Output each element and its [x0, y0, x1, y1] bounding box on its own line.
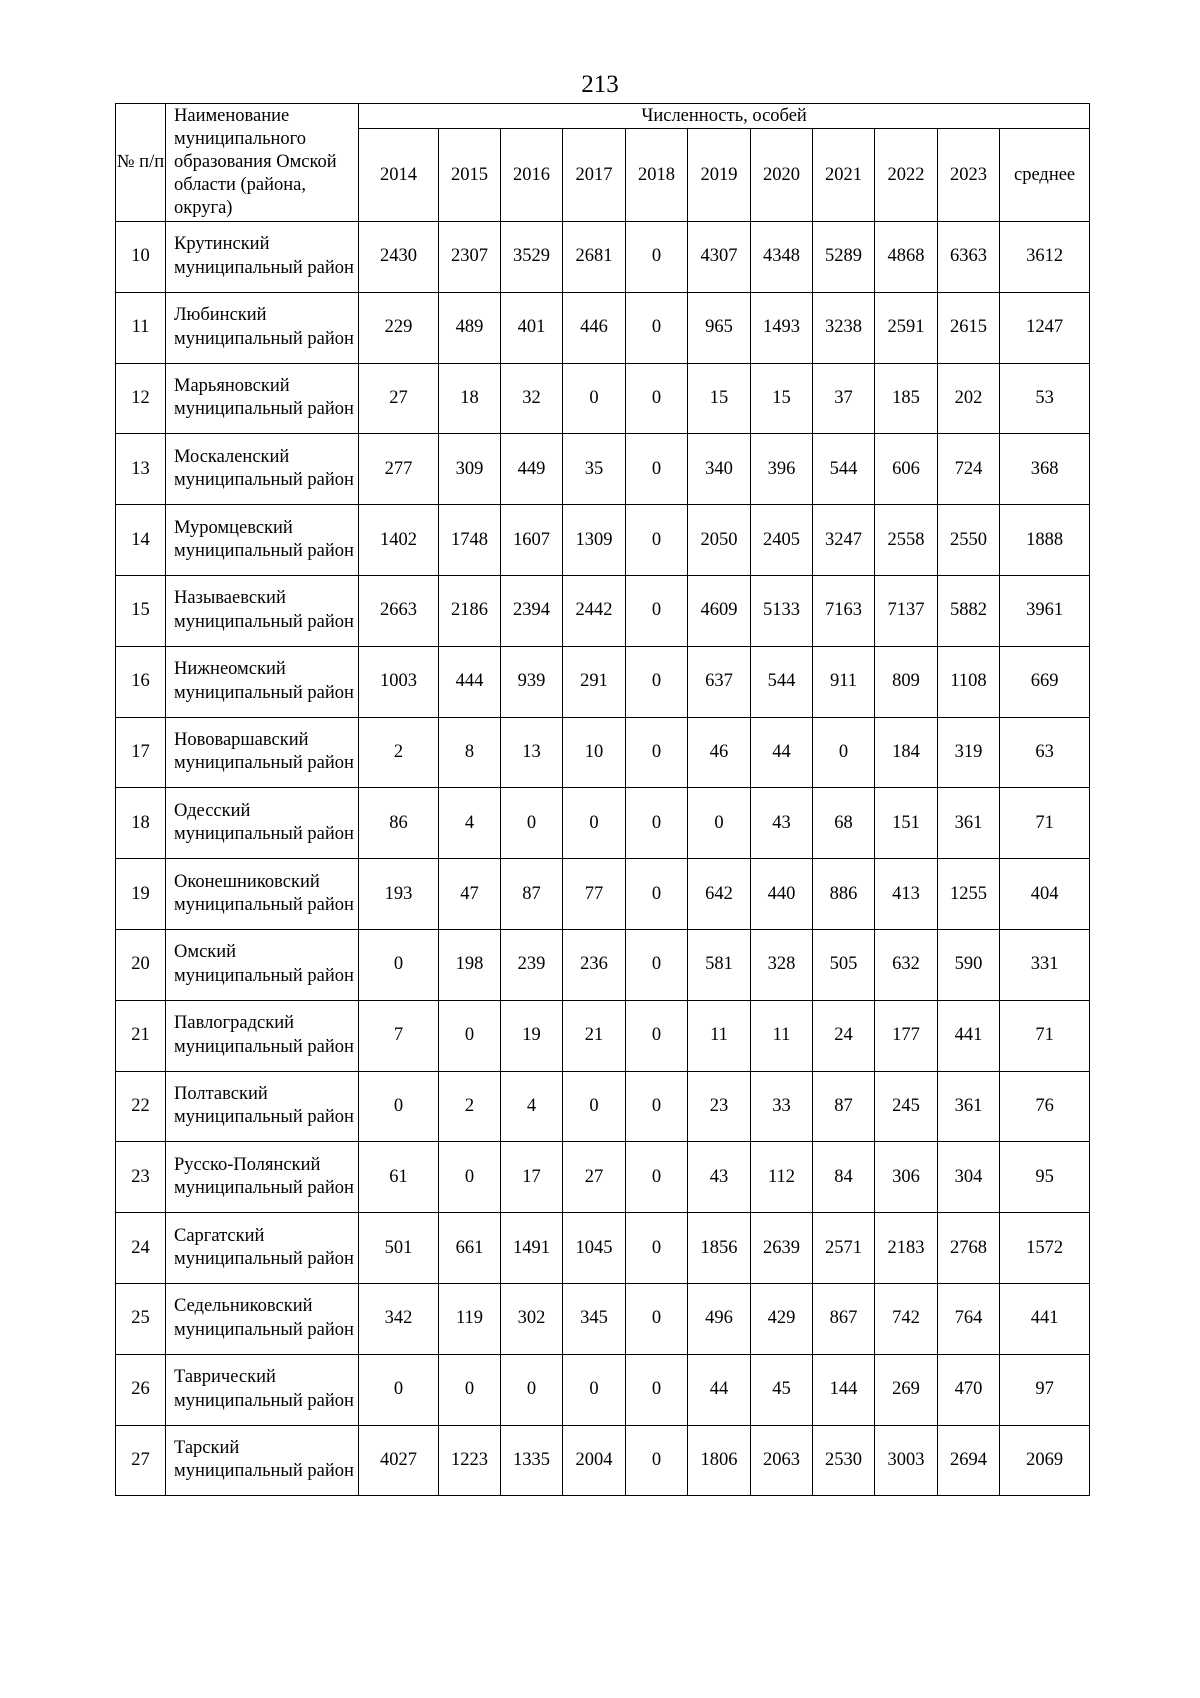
value-cell: 2663	[359, 575, 439, 646]
value-cell: 269	[875, 1354, 938, 1425]
value-cell: 0	[563, 788, 626, 859]
value-cell: 1045	[563, 1213, 626, 1284]
value-cell: 193	[359, 859, 439, 930]
table-row	[116, 1142, 1090, 1213]
value-cell: 0	[626, 1425, 688, 1496]
header-year: 2020	[751, 129, 813, 222]
value-cell: 15	[751, 363, 813, 434]
header-year: 2017	[563, 129, 626, 222]
row-number: 10	[116, 222, 166, 293]
value-cell: 4868	[875, 222, 938, 293]
value-cell: 911	[813, 646, 875, 717]
population-table	[115, 103, 1090, 1496]
value-cell: 0	[626, 505, 688, 576]
value-cell: 0	[626, 859, 688, 930]
value-cell: 119	[439, 1283, 501, 1354]
table-row	[116, 1354, 1090, 1425]
value-cell: 1493	[751, 292, 813, 363]
value-cell: 4	[501, 1071, 563, 1142]
value-cell: 0	[626, 1000, 688, 1071]
row-number: 20	[116, 929, 166, 1000]
value-cell: 0	[813, 717, 875, 788]
value-cell: 0	[626, 1071, 688, 1142]
value-cell: 2550	[938, 505, 1000, 576]
value-cell: 544	[813, 434, 875, 505]
value-cell: 544	[751, 646, 813, 717]
value-cell: 939	[501, 646, 563, 717]
value-cell: 177	[875, 1000, 938, 1071]
value-cell: 8	[439, 717, 501, 788]
value-cell: 291	[563, 646, 626, 717]
value-cell: 10	[563, 717, 626, 788]
value-cell: 444	[439, 646, 501, 717]
average-cell: 71	[1000, 1000, 1090, 1071]
value-cell: 43	[751, 788, 813, 859]
value-cell: 5882	[938, 575, 1000, 646]
value-cell: 440	[751, 859, 813, 930]
value-cell: 2394	[501, 575, 563, 646]
value-cell: 4307	[688, 222, 751, 293]
value-cell: 0	[626, 1354, 688, 1425]
row-number: 27	[116, 1425, 166, 1496]
value-cell: 23	[688, 1071, 751, 1142]
row-number: 25	[116, 1283, 166, 1354]
value-cell: 2615	[938, 292, 1000, 363]
row-number: 11	[116, 292, 166, 363]
value-cell: 742	[875, 1283, 938, 1354]
value-cell: 184	[875, 717, 938, 788]
value-cell: 1856	[688, 1213, 751, 1284]
value-cell: 27	[359, 363, 439, 434]
header-year: 2018	[626, 129, 688, 222]
value-cell: 606	[875, 434, 938, 505]
value-cell: 590	[938, 929, 1000, 1000]
value-cell: 2591	[875, 292, 938, 363]
value-cell: 3003	[875, 1425, 938, 1496]
table-row	[116, 717, 1090, 788]
table-row	[116, 1213, 1090, 1284]
value-cell: 0	[563, 1354, 626, 1425]
value-cell: 21	[563, 1000, 626, 1071]
value-cell: 0	[563, 363, 626, 434]
average-cell: 2069	[1000, 1425, 1090, 1496]
value-cell: 1748	[439, 505, 501, 576]
value-cell: 637	[688, 646, 751, 717]
value-cell: 86	[359, 788, 439, 859]
value-cell: 33	[751, 1071, 813, 1142]
value-cell: 239	[501, 929, 563, 1000]
average-cell: 368	[1000, 434, 1090, 505]
value-cell: 11	[688, 1000, 751, 1071]
average-cell: 63	[1000, 717, 1090, 788]
value-cell: 2558	[875, 505, 938, 576]
value-cell: 151	[875, 788, 938, 859]
value-cell: 401	[501, 292, 563, 363]
value-cell: 470	[938, 1354, 1000, 1425]
average-cell: 53	[1000, 363, 1090, 434]
district-name: Нововаршавский муниципальный район	[166, 717, 359, 788]
value-cell: 32	[501, 363, 563, 434]
value-cell: 0	[439, 1000, 501, 1071]
value-cell: 15	[688, 363, 751, 434]
value-cell: 0	[626, 717, 688, 788]
value-cell: 0	[359, 1071, 439, 1142]
value-cell: 413	[875, 859, 938, 930]
value-cell: 277	[359, 434, 439, 505]
row-number: 19	[116, 859, 166, 930]
value-cell: 2639	[751, 1213, 813, 1284]
value-cell: 35	[563, 434, 626, 505]
value-cell: 446	[563, 292, 626, 363]
row-number: 12	[116, 363, 166, 434]
row-number: 21	[116, 1000, 166, 1071]
value-cell: 0	[359, 1354, 439, 1425]
value-cell: 3238	[813, 292, 875, 363]
district-name: Таврический муниципальный район	[166, 1354, 359, 1425]
header-num: № п/п	[116, 104, 166, 222]
value-cell: 45	[751, 1354, 813, 1425]
value-cell: 0	[626, 434, 688, 505]
value-cell: 0	[626, 646, 688, 717]
value-cell: 11	[751, 1000, 813, 1071]
value-cell: 4027	[359, 1425, 439, 1496]
value-cell: 7163	[813, 575, 875, 646]
district-name: Нижнеомский муниципальный район	[166, 646, 359, 717]
value-cell: 361	[938, 1071, 1000, 1142]
row-number: 14	[116, 505, 166, 576]
average-cell: 331	[1000, 929, 1090, 1000]
header-year: 2019	[688, 129, 751, 222]
district-name: Оконешниковский муниципальный район	[166, 859, 359, 930]
header-group: Численность, особей	[359, 104, 1090, 129]
value-cell: 302	[501, 1283, 563, 1354]
value-cell: 6363	[938, 222, 1000, 293]
header-year: 2014	[359, 129, 439, 222]
value-cell: 236	[563, 929, 626, 1000]
value-cell: 68	[813, 788, 875, 859]
average-cell: 669	[1000, 646, 1090, 717]
table-row	[116, 1425, 1090, 1496]
value-cell: 965	[688, 292, 751, 363]
value-cell: 0	[688, 788, 751, 859]
average-cell: 97	[1000, 1354, 1090, 1425]
value-cell: 2186	[439, 575, 501, 646]
value-cell: 2442	[563, 575, 626, 646]
table-row	[116, 1000, 1090, 1071]
value-cell: 0	[563, 1071, 626, 1142]
table-row	[116, 434, 1090, 505]
row-number: 26	[116, 1354, 166, 1425]
value-cell: 0	[626, 788, 688, 859]
value-cell: 1806	[688, 1425, 751, 1496]
value-cell: 43	[688, 1142, 751, 1213]
value-cell: 2768	[938, 1213, 1000, 1284]
value-cell: 642	[688, 859, 751, 930]
value-cell: 1255	[938, 859, 1000, 930]
value-cell: 2050	[688, 505, 751, 576]
value-cell: 0	[626, 1213, 688, 1284]
value-cell: 581	[688, 929, 751, 1000]
value-cell: 361	[938, 788, 1000, 859]
value-cell: 18	[439, 363, 501, 434]
value-cell: 319	[938, 717, 1000, 788]
average-cell: 95	[1000, 1142, 1090, 1213]
value-cell: 2681	[563, 222, 626, 293]
value-cell: 449	[501, 434, 563, 505]
value-cell: 84	[813, 1142, 875, 1213]
table-row	[116, 575, 1090, 646]
row-number: 15	[116, 575, 166, 646]
value-cell: 724	[938, 434, 1000, 505]
value-cell: 19	[501, 1000, 563, 1071]
average-cell: 1888	[1000, 505, 1090, 576]
row-number: 13	[116, 434, 166, 505]
table-row	[116, 222, 1090, 293]
value-cell: 1491	[501, 1213, 563, 1284]
value-cell: 4	[439, 788, 501, 859]
district-name: Павлоградский муниципальный район	[166, 1000, 359, 1071]
value-cell: 632	[875, 929, 938, 1000]
value-cell: 112	[751, 1142, 813, 1213]
value-cell: 396	[751, 434, 813, 505]
district-name: Седельниковский муниципальный район	[166, 1283, 359, 1354]
table-row	[116, 1071, 1090, 1142]
value-cell: 4348	[751, 222, 813, 293]
row-number: 24	[116, 1213, 166, 1284]
value-cell: 77	[563, 859, 626, 930]
table-header	[116, 104, 1090, 222]
value-cell: 27	[563, 1142, 626, 1213]
value-cell: 0	[626, 575, 688, 646]
value-cell: 0	[501, 788, 563, 859]
value-cell: 1309	[563, 505, 626, 576]
average-cell: 3961	[1000, 575, 1090, 646]
average-cell: 1572	[1000, 1213, 1090, 1284]
value-cell: 7137	[875, 575, 938, 646]
header-year: 2015	[439, 129, 501, 222]
value-cell: 0	[626, 292, 688, 363]
value-cell: 2307	[439, 222, 501, 293]
value-cell: 7	[359, 1000, 439, 1071]
value-cell: 245	[875, 1071, 938, 1142]
value-cell: 46	[688, 717, 751, 788]
value-cell: 1223	[439, 1425, 501, 1496]
average-cell: 404	[1000, 859, 1090, 930]
table-body	[116, 222, 1090, 1496]
district-name: Русско-Полянский муниципальный район	[166, 1142, 359, 1213]
value-cell: 342	[359, 1283, 439, 1354]
value-cell: 496	[688, 1283, 751, 1354]
value-cell: 2004	[563, 1425, 626, 1496]
value-cell: 44	[751, 717, 813, 788]
value-cell: 0	[626, 1142, 688, 1213]
value-cell: 1108	[938, 646, 1000, 717]
district-name: Любинский муниципальный район	[166, 292, 359, 363]
table-row	[116, 363, 1090, 434]
value-cell: 2405	[751, 505, 813, 576]
district-name: Омский муниципальный район	[166, 929, 359, 1000]
value-cell: 345	[563, 1283, 626, 1354]
average-cell: 441	[1000, 1283, 1090, 1354]
value-cell: 809	[875, 646, 938, 717]
header-average: среднее	[1000, 129, 1090, 222]
value-cell: 2063	[751, 1425, 813, 1496]
average-cell: 76	[1000, 1071, 1090, 1142]
value-cell: 0	[501, 1354, 563, 1425]
value-cell: 441	[938, 1000, 1000, 1071]
value-cell: 505	[813, 929, 875, 1000]
value-cell: 4609	[688, 575, 751, 646]
value-cell: 2	[359, 717, 439, 788]
value-cell: 2430	[359, 222, 439, 293]
value-cell: 2	[439, 1071, 501, 1142]
row-number: 16	[116, 646, 166, 717]
value-cell: 429	[751, 1283, 813, 1354]
value-cell: 489	[439, 292, 501, 363]
value-cell: 340	[688, 434, 751, 505]
value-cell: 5133	[751, 575, 813, 646]
value-cell: 61	[359, 1142, 439, 1213]
district-name: Одесский муниципальный район	[166, 788, 359, 859]
value-cell: 2530	[813, 1425, 875, 1496]
header-year: 2016	[501, 129, 563, 222]
value-cell: 3247	[813, 505, 875, 576]
value-cell: 13	[501, 717, 563, 788]
table-row	[116, 859, 1090, 930]
value-cell: 229	[359, 292, 439, 363]
value-cell: 306	[875, 1142, 938, 1213]
value-cell: 47	[439, 859, 501, 930]
value-cell: 3529	[501, 222, 563, 293]
header-year: 2023	[938, 129, 1000, 222]
table-row	[116, 292, 1090, 363]
district-name: Саргатский муниципальный район	[166, 1213, 359, 1284]
row-number: 18	[116, 788, 166, 859]
value-cell: 867	[813, 1283, 875, 1354]
value-cell: 661	[439, 1213, 501, 1284]
row-number: 22	[116, 1071, 166, 1142]
district-name: Называевский муниципальный район	[166, 575, 359, 646]
page-number: 213	[581, 71, 619, 98]
value-cell: 0	[439, 1142, 501, 1213]
value-cell: 44	[688, 1354, 751, 1425]
value-cell: 309	[439, 434, 501, 505]
value-cell: 328	[751, 929, 813, 1000]
value-cell: 5289	[813, 222, 875, 293]
table-row	[116, 929, 1090, 1000]
value-cell: 0	[626, 363, 688, 434]
value-cell: 764	[938, 1283, 1000, 1354]
table-row	[116, 788, 1090, 859]
value-cell: 304	[938, 1142, 1000, 1213]
value-cell: 198	[439, 929, 501, 1000]
district-name: Муромцевский муниципальный район	[166, 505, 359, 576]
value-cell: 0	[626, 222, 688, 293]
value-cell: 87	[501, 859, 563, 930]
value-cell: 2571	[813, 1213, 875, 1284]
table-row	[116, 505, 1090, 576]
value-cell: 1335	[501, 1425, 563, 1496]
value-cell: 0	[626, 929, 688, 1000]
row-number: 23	[116, 1142, 166, 1213]
value-cell: 37	[813, 363, 875, 434]
average-cell: 3612	[1000, 222, 1090, 293]
district-name: Полтавский муниципальный район	[166, 1071, 359, 1142]
table-row	[116, 646, 1090, 717]
value-cell: 886	[813, 859, 875, 930]
value-cell: 185	[875, 363, 938, 434]
value-cell: 1607	[501, 505, 563, 576]
table-row	[116, 1283, 1090, 1354]
value-cell: 0	[626, 1283, 688, 1354]
header-year: 2022	[875, 129, 938, 222]
value-cell: 0	[439, 1354, 501, 1425]
row-number: 17	[116, 717, 166, 788]
value-cell: 87	[813, 1071, 875, 1142]
header-year: 2021	[813, 129, 875, 222]
district-name: Москаленский муниципальный район	[166, 434, 359, 505]
value-cell: 24	[813, 1000, 875, 1071]
district-name: Марьяновский муниципальный район	[166, 363, 359, 434]
value-cell: 144	[813, 1354, 875, 1425]
average-cell: 1247	[1000, 292, 1090, 363]
value-cell: 202	[938, 363, 1000, 434]
value-cell: 0	[359, 929, 439, 1000]
value-cell: 17	[501, 1142, 563, 1213]
value-cell: 1003	[359, 646, 439, 717]
average-cell: 71	[1000, 788, 1090, 859]
value-cell: 2694	[938, 1425, 1000, 1496]
value-cell: 501	[359, 1213, 439, 1284]
value-cell: 2183	[875, 1213, 938, 1284]
value-cell: 1402	[359, 505, 439, 576]
district-name: Тарский муниципальный район	[166, 1425, 359, 1496]
district-name: Крутинский муниципальный район	[166, 222, 359, 293]
header-name: Наименование муниципального образования Омской области (района, округа)	[166, 104, 359, 222]
